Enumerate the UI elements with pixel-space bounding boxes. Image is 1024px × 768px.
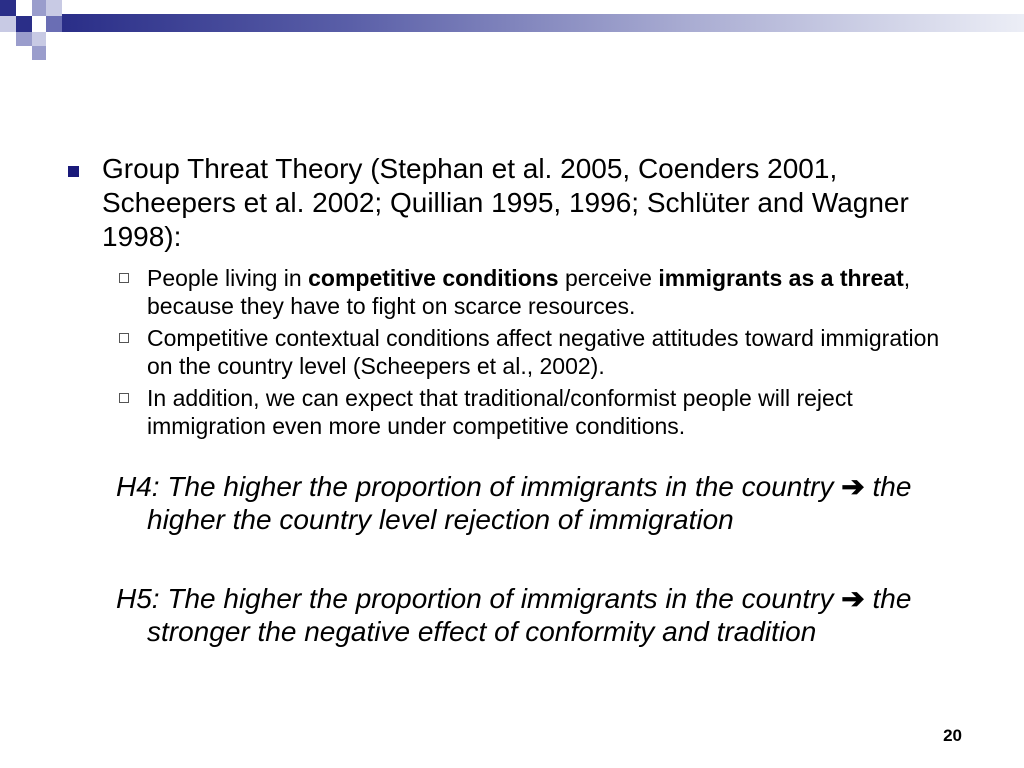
deco-square <box>32 0 46 16</box>
deco-square <box>0 16 16 32</box>
sub-text-bold: competitive conditions <box>308 265 559 291</box>
hollow-square-bullet-icon <box>119 333 129 343</box>
hollow-square-bullet-icon <box>119 273 129 283</box>
main-bullet <box>66 152 966 254</box>
page-number: 20 <box>943 726 962 745</box>
right-arrow-icon: ➔ <box>841 583 865 614</box>
deco-square <box>32 46 46 60</box>
deco-square <box>0 0 16 16</box>
header-gradient-bar <box>62 14 1024 32</box>
sub-bullet-item <box>118 264 966 320</box>
right-arrow-icon: ➔ <box>841 471 865 502</box>
hypothesis-text: H5: The higher the proportion of immigrants in the country <box>116 583 842 614</box>
main-bullet-text: Group Threat Theory (Stephan et al. 2005, Coenders 2001, Scheepers et al. 2002; Quillian 1995, 1996; Schlüter and Wagner 1998): <box>102 153 909 252</box>
sub-text: Competitive contextual conditions affect negative attitudes toward immigration on the country level (Scheepers et al., 2002). <box>147 325 940 379</box>
sub-text: , because they have to fight on scarce resources. <box>147 265 911 319</box>
sub-text: People living in <box>147 265 309 291</box>
slide-content <box>66 152 966 648</box>
hollow-square-bullet-icon <box>119 393 129 403</box>
deco-square <box>16 16 32 32</box>
hypothesis-text: the stronger the negative effect of conformity and tradition <box>147 583 912 647</box>
deco-square <box>32 32 46 46</box>
deco-square <box>16 0 32 16</box>
hypothesis-h4 <box>116 470 966 536</box>
hypothesis-h5 <box>116 582 966 648</box>
deco-square <box>32 16 46 32</box>
sub-text: In addition, we can expect that traditional/conformist people will reject immigration even more under competitive conditions. <box>147 385 853 439</box>
sub-bullet-list <box>118 264 966 440</box>
deco-square <box>16 32 32 46</box>
deco-square <box>46 16 62 32</box>
hypothesis-text: H4: The higher the proportion of immigrants in the country <box>116 471 842 502</box>
sub-text-bold: immigrants as a threat <box>658 265 904 291</box>
sub-bullet-item <box>118 384 966 440</box>
sub-text: perceive <box>558 265 659 291</box>
hypothesis-text: the higher the country level rejection of immigration <box>147 471 912 535</box>
square-bullet-icon <box>68 166 79 177</box>
sub-bullet-item <box>118 324 966 380</box>
deco-square <box>46 0 62 16</box>
